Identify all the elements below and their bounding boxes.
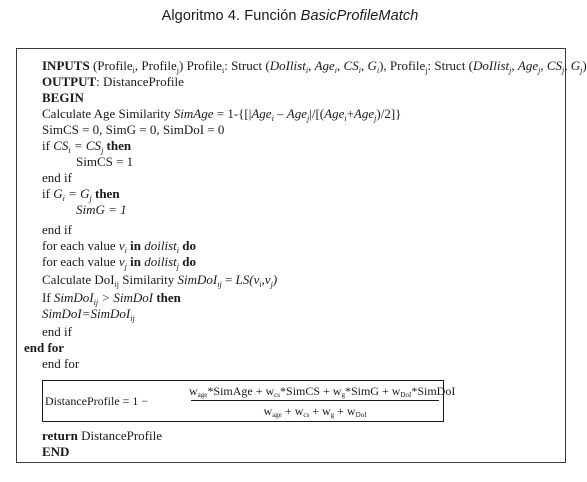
endfor-outer: end for bbox=[42, 356, 80, 371]
if-g-line bbox=[42, 186, 120, 201]
then-keyword: then bbox=[94, 186, 120, 201]
inputs-keyword: INPUTS bbox=[42, 58, 90, 73]
if-cs-line bbox=[42, 138, 131, 153]
for-each-outer: for each value $v_i$ in doilist$_i$ do bbox=[42, 238, 196, 255]
init-line: SimCS = 0, SimG = 0, SimDoI = 0 bbox=[42, 122, 225, 137]
formula-lhs: DistanceProfile = 1 − bbox=[45, 394, 149, 408]
output-line bbox=[42, 74, 184, 89]
inputs-args: (Profile$_i$, Profile$_j$) Profile$_i$: Struct (DoIlist$_i$, Age$_i$, $CS_i$, $G_i$), Profile$_j$: Struct (DoIlist$_j$, Age$_j$, $CS_j$, $G_j$) bbox=[89, 58, 587, 75]
then-keyword: then bbox=[106, 138, 132, 153]
caption-function-name: BasicProfileMatch bbox=[300, 8, 419, 24]
then-keyword: then bbox=[156, 290, 181, 305]
formula-fraction bbox=[189, 384, 456, 419]
formula-numerator: $w_{age}*SimAge$ + $w_{cs}*SimCS$ + $w_g*SimG$ + $w_{DoI}*SimDoI$ bbox=[189, 384, 456, 399]
endfor-inner: end for bbox=[24, 340, 65, 355]
doi-condition: SimDoI$_{ij}$ > SimDoI bbox=[53, 290, 154, 307]
return-value: DistanceProfile bbox=[77, 428, 162, 443]
endif-g: end if bbox=[42, 222, 72, 237]
formula-denominator: $w_{age} + w_{cs} + w_g + w_{DoI}$ bbox=[263, 404, 367, 419]
for-each-inner: for each value $v_j$ in doilist$_j$ do bbox=[42, 254, 196, 271]
if-upper-keyword: If bbox=[42, 290, 51, 305]
algorithm-caption bbox=[0, 8, 580, 24]
simcs-assign: SimCS = 1 bbox=[76, 154, 134, 169]
output-keyword: OUTPUT bbox=[42, 74, 97, 89]
return-keyword: return bbox=[42, 428, 78, 443]
g-condition: $G_i = G_j$ bbox=[53, 186, 92, 203]
calc-age-line: Calculate Age Similarity SimAge = 1-{[|Age$_i$ – Age$_j$|/[(Age$_i$+Age$_j$)/2]} bbox=[42, 106, 402, 123]
return-line bbox=[42, 428, 162, 443]
endif-cs: end if bbox=[42, 170, 72, 185]
end-keyword: END bbox=[42, 444, 70, 459]
output-value: : DistanceProfile bbox=[96, 74, 184, 89]
simg-assign: SimG = 1 bbox=[76, 202, 127, 217]
begin-keyword: BEGIN bbox=[42, 90, 84, 105]
if-keyword: if bbox=[42, 138, 50, 153]
if-doi-line bbox=[42, 290, 181, 305]
cs-condition: $CS_i = CS_j$ bbox=[53, 138, 104, 155]
calc-doi-line: Calculate DoI$_{ij}$ Similarity SimDoI$_{ij}$ = $LS(v_i,v_j)$ bbox=[42, 272, 278, 289]
if-keyword: if bbox=[42, 186, 50, 201]
endif-doi: end if bbox=[42, 324, 72, 339]
distance-formula-box bbox=[42, 380, 456, 422]
inputs-line bbox=[42, 58, 587, 73]
caption-prefix: Algoritmo 4. Función bbox=[161, 8, 301, 24]
simdoi-assign: SimDoI=SimDoI$_{ij}$ bbox=[42, 306, 135, 323]
